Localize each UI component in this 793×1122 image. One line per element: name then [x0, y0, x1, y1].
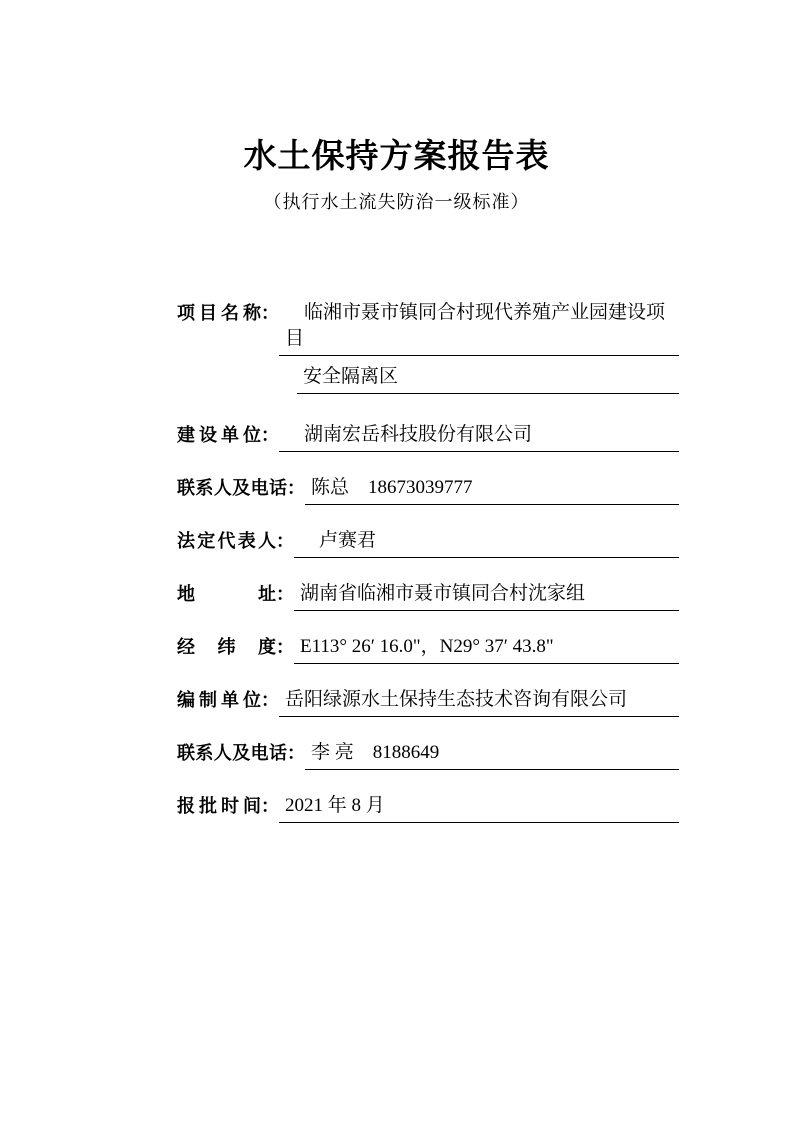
- field-coordinates: [177, 634, 679, 664]
- field-label: 法定代表人: [177, 531, 276, 551]
- field-construction-unit: [177, 422, 679, 452]
- field-label: 编制单位: [177, 690, 261, 710]
- field-label: 报批时间: [177, 796, 261, 816]
- label-colon: ：: [287, 743, 305, 763]
- field-value: 李 亮 8188649: [305, 740, 679, 770]
- field-label: 联系人及电话: [177, 743, 287, 763]
- label-colon: ：: [276, 637, 294, 657]
- field-value: 临湘市聂市镇同合村现代养殖产业园建设项目: [279, 300, 679, 356]
- field-label: 联系人及电话: [177, 478, 287, 498]
- field-value: 湖南宏岳科技股份有限公司: [279, 422, 679, 452]
- field-approval-date: [177, 793, 679, 823]
- field-compiling-unit: [177, 687, 679, 717]
- label-colon: ：: [261, 796, 279, 816]
- field-label: 建设单位: [177, 425, 261, 445]
- document-subtitle: （执行水土流失防治一级标准）: [263, 192, 530, 212]
- field-value-line2: 安全隔离区: [297, 364, 679, 394]
- label-colon: ：: [276, 584, 294, 604]
- field-contact-phone: [177, 475, 679, 505]
- field-label: 地址: [177, 584, 276, 604]
- label-colon: ：: [287, 478, 305, 498]
- field-value: E113° 26′ 16.0"，N29° 37′ 43.8": [294, 634, 679, 664]
- label-colon: ：: [261, 303, 279, 323]
- document-title: 水土保持方案报告表: [243, 139, 550, 175]
- label-colon: ：: [276, 531, 294, 551]
- field-label: 项目名称: [177, 303, 261, 323]
- label-colon: ：: [261, 690, 279, 710]
- field-label: 经纬度: [177, 637, 276, 657]
- field-project-name: [177, 300, 679, 394]
- field-compiler-contact-phone: [177, 740, 679, 770]
- field-legal-representative: [177, 528, 679, 558]
- label-colon: ：: [261, 425, 279, 445]
- field-value: 陈总 18673039777: [305, 475, 679, 505]
- field-value: 湖南省临湘市聂市镇同合村沈家组: [294, 581, 679, 611]
- field-value: 卢赛君: [294, 528, 679, 558]
- field-address: [177, 581, 679, 611]
- field-value: 2021 年 8 月: [279, 793, 679, 823]
- field-value: 岳阳绿源水土保持生态技术咨询有限公司: [279, 687, 679, 717]
- report-form: [177, 300, 679, 823]
